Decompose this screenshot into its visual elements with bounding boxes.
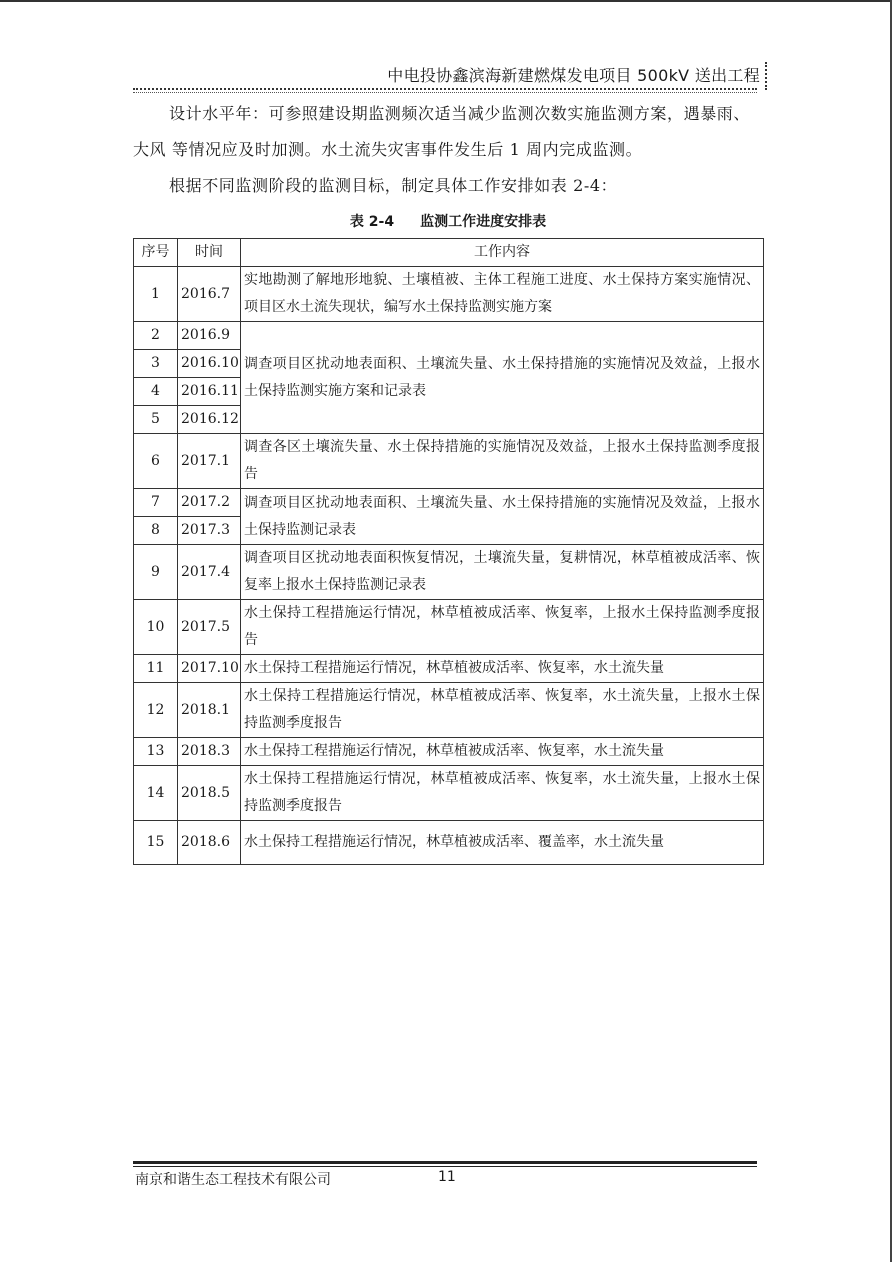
header-rule-secondary <box>133 92 757 93</box>
row-content: 水土保持工程措施运行情况，林草植被成活率、恢复率，上报水土保持监测季度报告 <box>241 600 764 655</box>
row-date: 2017.10 <box>178 655 241 683</box>
row-number: 1 <box>134 267 178 322</box>
row-date: 2018.1 <box>178 683 241 738</box>
row-number: 6 <box>134 434 178 489</box>
table-row <box>134 655 764 683</box>
row-number: 13 <box>134 738 178 766</box>
row-number: 10 <box>134 600 178 655</box>
row-content: 调查项目区扰动地表面积、土壤流失量、水土保持措施的实施情况及效益，上报水土保持监测实施方案和记录表 <box>241 322 764 434</box>
row-content: 水土保持工程措施运行情况，林草植被成活率、覆盖率，水土流失量 <box>241 821 764 865</box>
row-date: 2018.6 <box>178 821 241 865</box>
row-number: 3 <box>134 350 178 378</box>
header-vertical-rule <box>765 62 767 90</box>
row-date: 2017.5 <box>178 600 241 655</box>
row-date: 2016.12 <box>178 406 241 434</box>
header-rule <box>133 88 757 90</box>
row-date: 2016.11 <box>178 378 241 406</box>
row-date: 2018.5 <box>178 766 241 821</box>
running-header-title: 中电投协鑫滨海新建燃煤发电项目 500kV 送出工程 <box>387 66 760 85</box>
header-cell-no: 序号 <box>134 239 178 267</box>
table-row <box>134 766 764 821</box>
row-content: 调查项目区扰动地表面积恢复情况，土壤流失量，复耕情况，林草植被成活率、恢复率上报水土保持监测记录表 <box>241 545 764 600</box>
table-row <box>134 683 764 738</box>
paragraph-schedule-intro: 根据不同监测阶段的监测目标，制定具体工作安排如表 2-4： <box>169 176 618 195</box>
row-date: 2016.10 <box>178 350 241 378</box>
footer-page-number: 11 <box>438 1169 456 1185</box>
row-date: 2016.7 <box>178 267 241 322</box>
row-content: 水土保持工程措施运行情况，林草植被成活率、恢复率，水土流失量 <box>241 655 764 683</box>
row-content: 水土保持工程措施运行情况，林草植被成活率、恢复率，水土流失量 <box>241 738 764 766</box>
row-date: 2016.9 <box>178 322 241 350</box>
table-row <box>134 489 764 517</box>
table-row <box>134 267 764 322</box>
row-date: 2017.3 <box>178 517 241 545</box>
footer-company-name: 南京和谐生态工程技术有限公司 <box>135 1172 331 1188</box>
row-number: 11 <box>134 655 178 683</box>
footer-rule-thick <box>133 1161 757 1164</box>
table-row <box>134 545 764 600</box>
row-content: 实地勘测了解地形地貌、土壤植被、主体工程施工进度、水土保持方案实施情况、项目区水土流失现状，编写水土保持监测实施方案 <box>241 267 764 322</box>
row-number: 4 <box>134 378 178 406</box>
row-number: 12 <box>134 683 178 738</box>
header-cell-date: 时间 <box>178 239 241 267</box>
table-caption-title: 监测工作进度安排表 <box>420 214 547 230</box>
row-date: 2017.1 <box>178 434 241 489</box>
row-number: 14 <box>134 766 178 821</box>
row-number: 5 <box>134 406 178 434</box>
header-cell-content: 工作内容 <box>241 239 764 267</box>
footer-rule-thin <box>133 1166 757 1167</box>
row-content: 调查各区土壤流失量、水土保持措施的实施情况及效益，上报水土保持监测季度报告 <box>241 434 764 489</box>
row-date: 2017.4 <box>178 545 241 600</box>
table-caption <box>133 211 763 231</box>
row-number: 15 <box>134 821 178 865</box>
row-content: 水土保持工程措施运行情况，林草植被成活率、恢复率，水土流失量，上报水土保持监测季度报告 <box>241 766 764 821</box>
paragraph-design-year: 设计水平年：可参照建设期监测频次适当减少监测次数实施监测方案，遇暴雨、大风 等情况应及时加测。水土流失灾害事件发生后 1 周内完成监测。 <box>133 104 751 159</box>
table-row <box>134 600 764 655</box>
row-number: 7 <box>134 489 178 517</box>
page-top-border <box>0 0 892 2</box>
row-content: 水土保持工程措施运行情况，林草植被成活率、恢复率，水土流失量，上报水土保持监测季度报告 <box>241 683 764 738</box>
table-row <box>134 821 764 865</box>
table-row <box>134 738 764 766</box>
table-header-row <box>134 239 764 267</box>
row-content: 调查项目区扰动地表面积、土壤流失量、水土保持措施的实施情况及效益，上报水土保持监测记录表 <box>241 489 764 545</box>
table-caption-number: 表 2-4 <box>349 214 395 230</box>
monitoring-schedule-table <box>133 238 764 865</box>
table-row <box>134 434 764 489</box>
row-date: 2018.3 <box>178 738 241 766</box>
row-date: 2017.2 <box>178 489 241 517</box>
row-number: 8 <box>134 517 178 545</box>
row-number: 9 <box>134 545 178 600</box>
row-number: 2 <box>134 322 178 350</box>
table-row <box>134 322 764 350</box>
